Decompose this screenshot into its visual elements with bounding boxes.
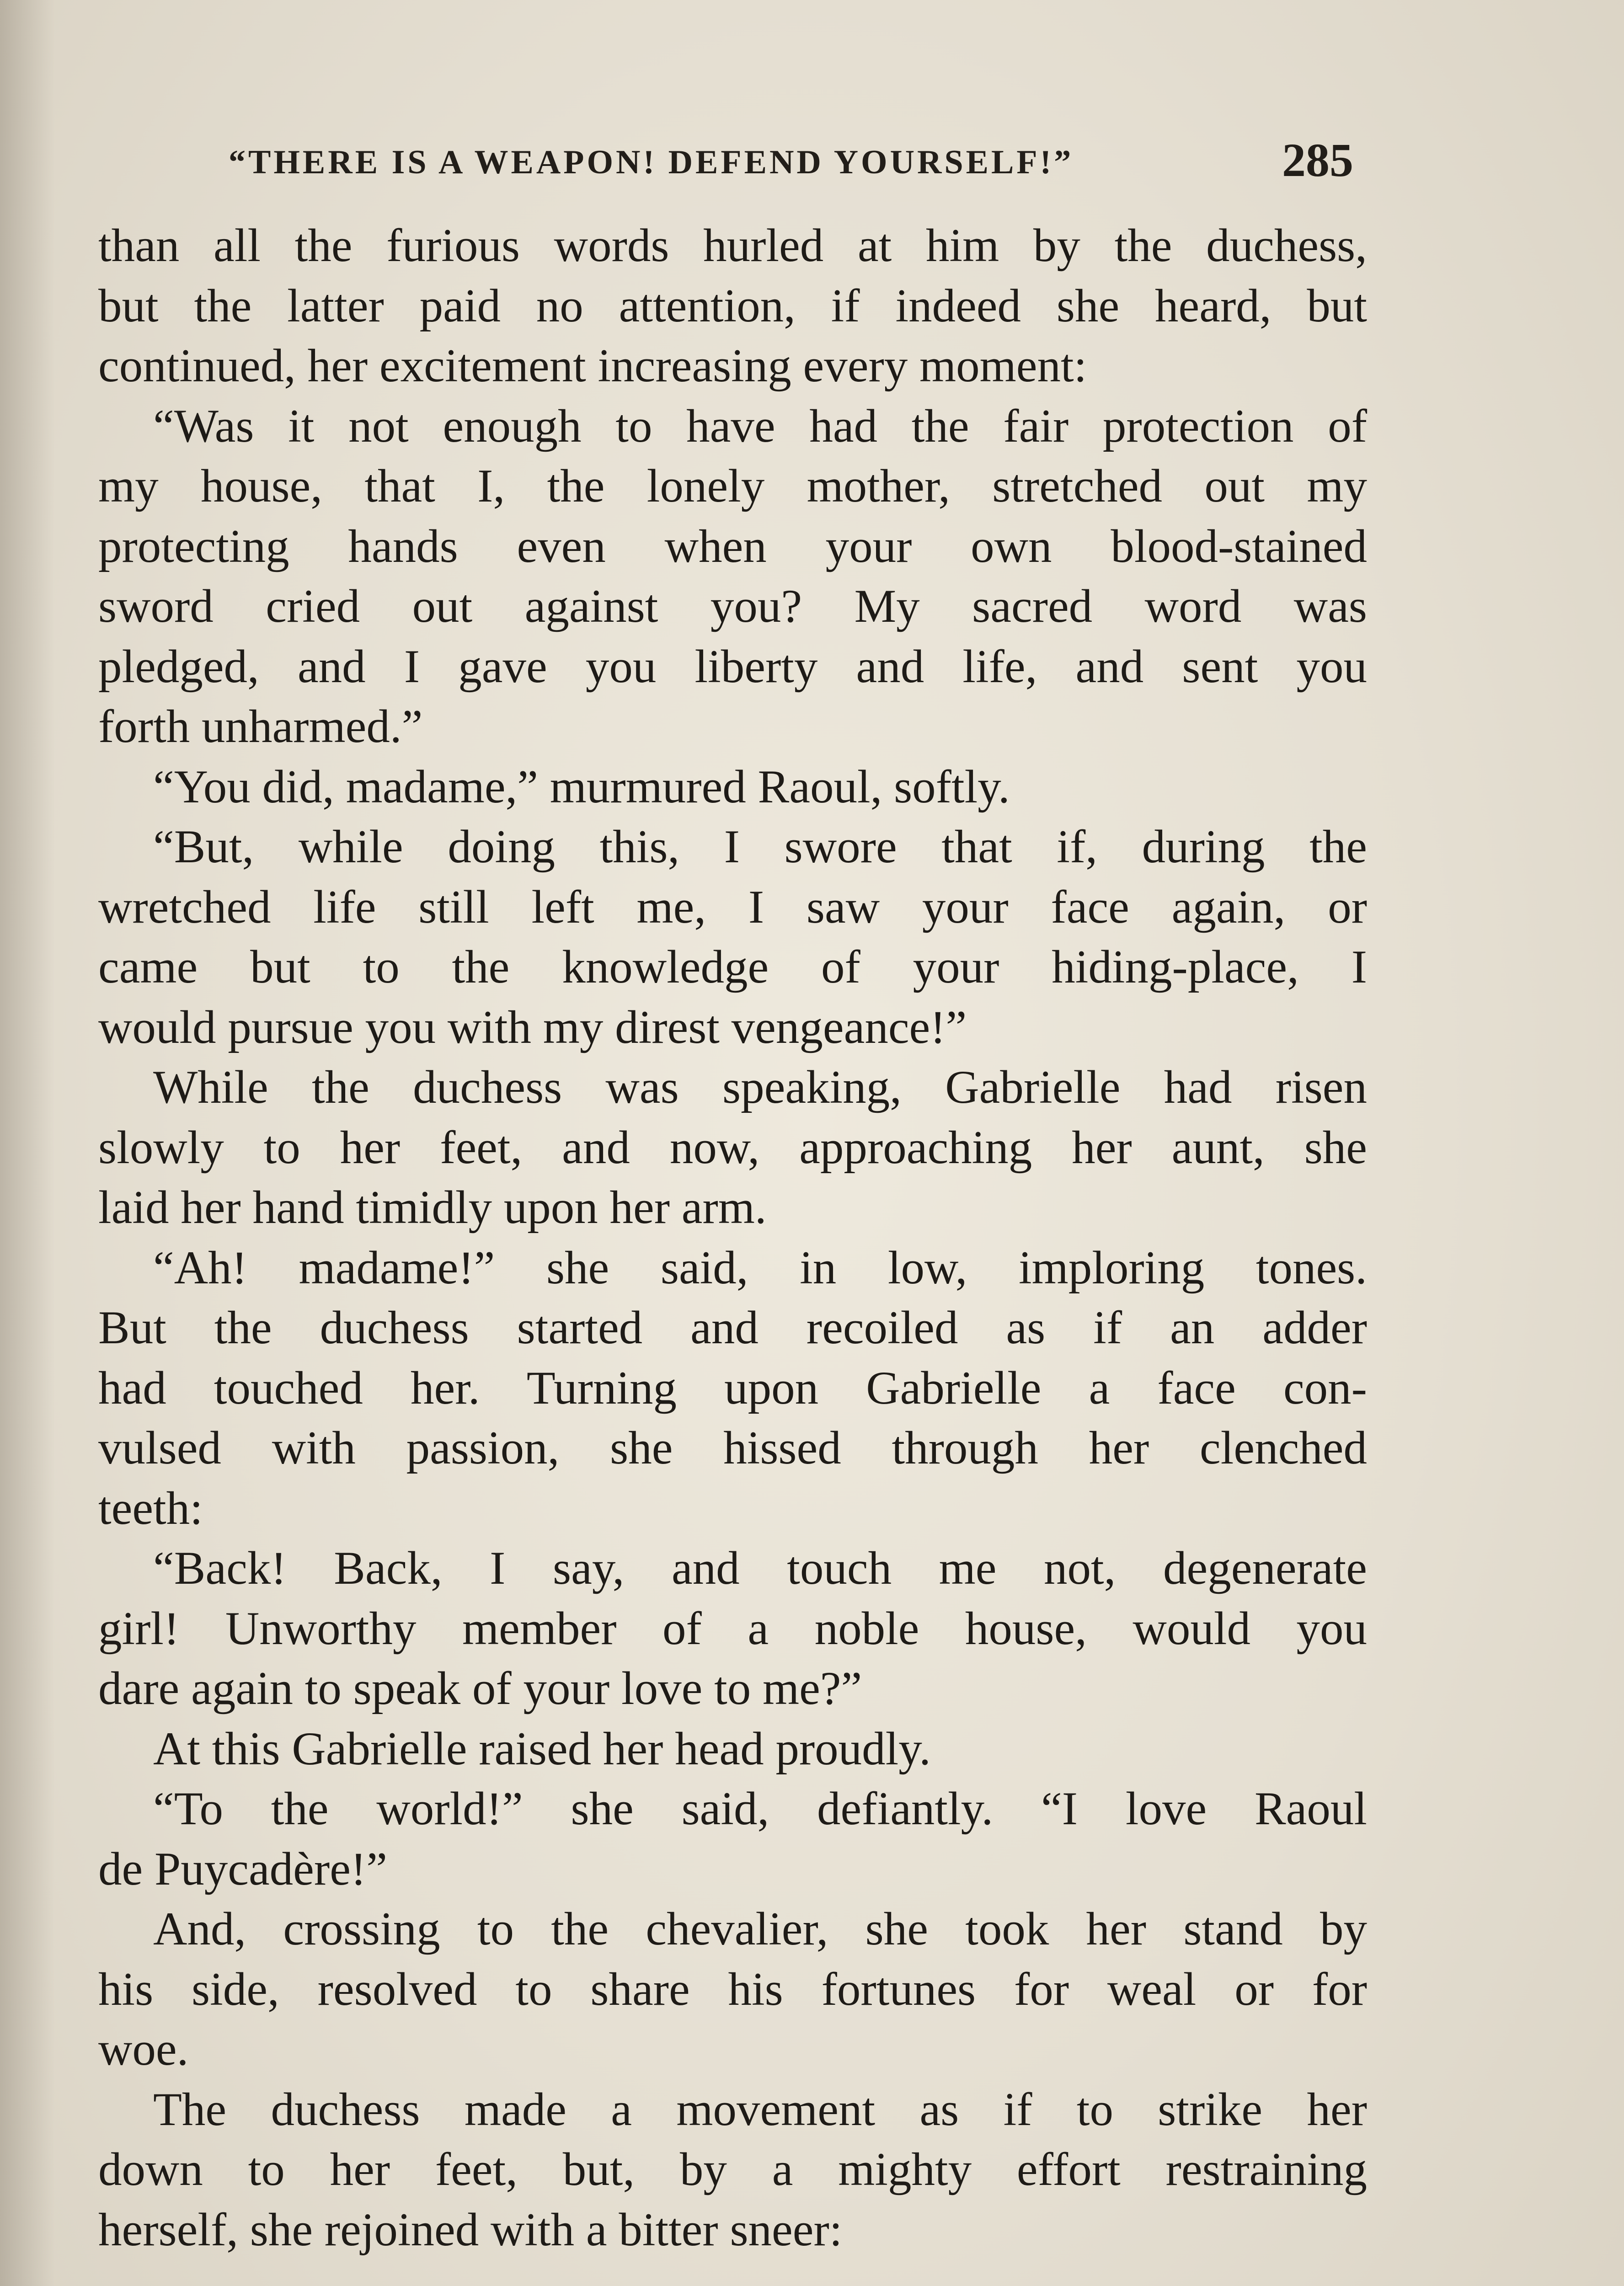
text-line: woe. <box>98 2023 189 2075</box>
text-line: down to her feet, but, by a mighty effort restraining <box>98 2143 1367 2195</box>
text-line: The duchess made a movement as if to strike her <box>153 2083 1367 2136</box>
text-line: At this Gabrielle raised her head proudly. <box>153 1722 931 1775</box>
text-line: While the duchess was speaking, Gabrielle had risen <box>153 1061 1367 1113</box>
text-line: protecting hands even when your own blood-stained <box>98 520 1367 572</box>
text-line: wretched life still left me, I saw your face again, or <box>98 881 1367 933</box>
text-line: pledged, and I gave you liberty and life, and sent you <box>98 640 1367 693</box>
text-line: slowly to her feet, and now, approaching her aunt, she <box>98 1121 1367 1174</box>
body-text <box>98 216 1367 2260</box>
text-line: continued, her excitement increasing every moment: <box>98 340 1087 392</box>
text-line: “You did, madame,” murmured Raoul, softly. <box>153 760 1010 813</box>
text-line: sword cried out against you? My sacred word was <box>98 580 1367 632</box>
text-line: But the duchess started and recoiled as if an adder <box>98 1302 1367 1354</box>
text-line: forth unharmed.” <box>98 700 423 753</box>
text-line: And, crossing to the chevalier, she took her stand by <box>153 1903 1367 1955</box>
gutter-shadow <box>0 0 55 2286</box>
text-line: vulsed with passion, she hissed through her clenched <box>98 1422 1367 1474</box>
text-line: de Puycadère!” <box>98 1843 387 1895</box>
text-line: laid her hand timidly upon her arm. <box>98 1181 767 1234</box>
text-line: dare again to speak of your love to me?” <box>98 1662 862 1714</box>
text-line: “Was it not enough to have had the fair protection of <box>153 400 1367 452</box>
text-line: my house, that I, the lonely mother, stretched out my <box>98 460 1367 512</box>
text-line: would pursue you with my direst vengeance!” <box>98 1001 967 1053</box>
text-line: “Back! Back, I say, and touch me not, degenerate <box>153 1542 1367 1594</box>
text-line: herself, she rejoined with a bitter sneer: <box>98 2203 843 2256</box>
text-line: “But, while doing this, I swore that if, during the <box>153 821 1367 873</box>
text-line: “To the world!” she said, defiantly. “I love Raoul <box>153 1783 1367 1835</box>
running-head <box>229 123 1353 187</box>
text-line: his side, resolved to share his fortunes for weal or for <box>98 1963 1367 2015</box>
text-line: than all the furious words hurled at him by the duchess, <box>98 219 1367 272</box>
text-line: teeth: <box>98 1482 203 1534</box>
text-line: but the latter paid no attention, if indeed she heard, but <box>98 279 1367 332</box>
page-number: 285 <box>1282 134 1353 187</box>
text-line: had touched her. Turning upon Gabrielle a face con- <box>98 1362 1367 1414</box>
text-line: girl! Unworthy member of a noble house, would you <box>98 1602 1367 1655</box>
running-title: “THERE IS A WEAPON! DEFEND YOURSELF!” <box>229 144 1074 181</box>
text-line: “Ah! madame!” she said, in low, imploring tones. <box>153 1241 1367 1294</box>
text-line: came but to the knowledge of your hiding-place, I <box>98 941 1367 993</box>
